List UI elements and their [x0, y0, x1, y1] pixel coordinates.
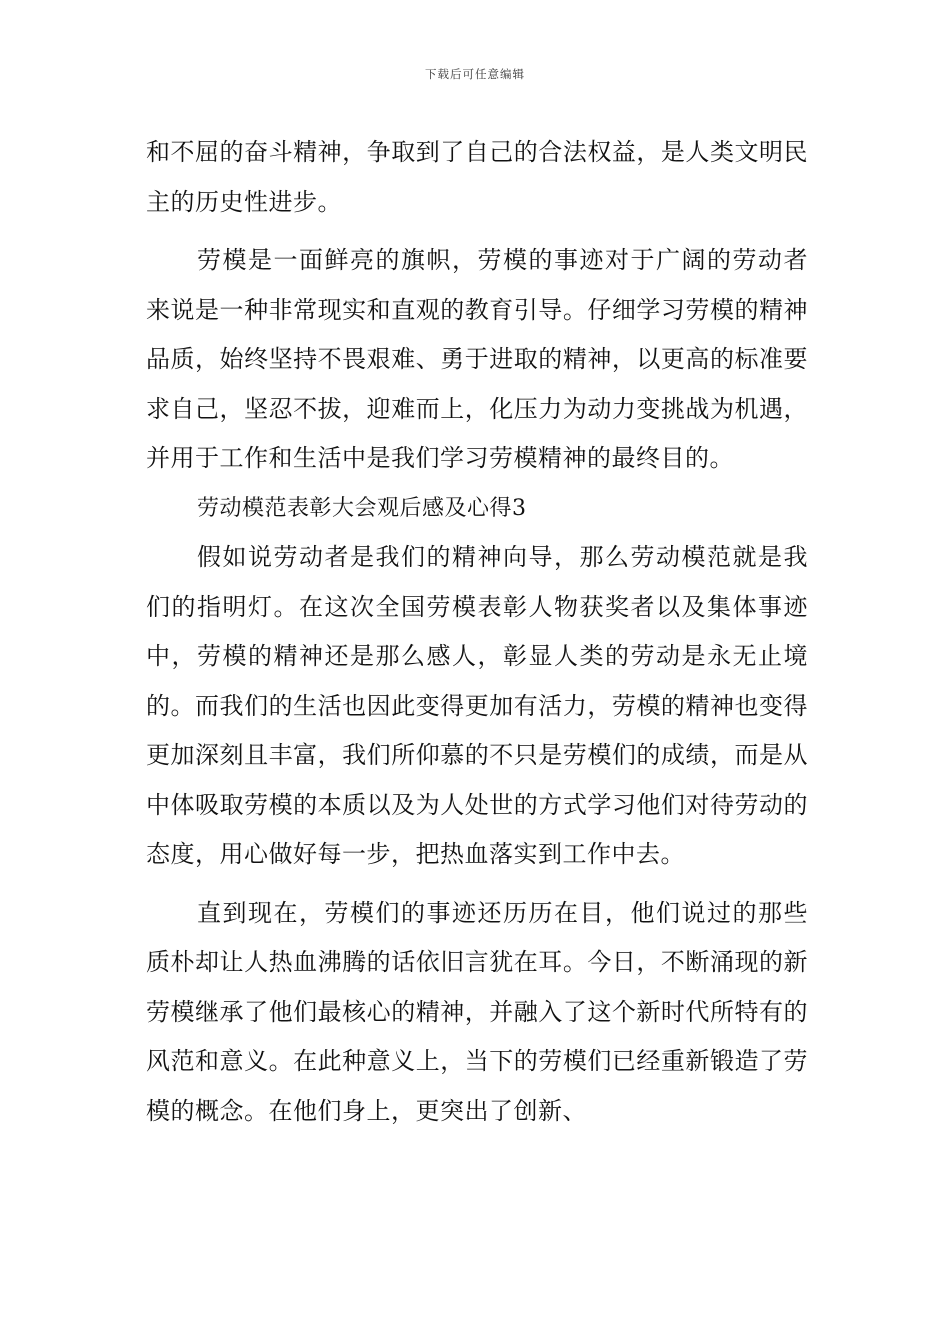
paragraph-still-vivid: 直到现在，劳模们的事迹还历历在目，他们说过的那些质朴却让人热血沸腾的话依旧言犹在耳。今日，不断涌现的新劳模继承了他们最核心的精神，并融入了这个新时代所特有的风范和意义。在此种意义上，当下的劳模们已经重新锻造了劳模的概念。在他们身上，更突出了创新、: [146, 898, 808, 1125]
document-body: [146, 128, 808, 1136]
page-header: 下载后可任意编辑: [425, 67, 525, 81]
paragraph-model-worker-flag: 劳模是一面鲜亮的旗帜，劳模的事迹对于广阔的劳动者来说是一种非常现实和直观的教育引导。仔细学习劳模的精神品质，始终坚持不畏艰难、勇于进取的精神，以更高的标准要求自己，坚忍不拔，迎难而上，化压力为动力变挑战为机遇，并用于工作和生活中是我们学习劳模精神的最终目的。: [146, 246, 808, 472]
section-heading: 劳动模范表彰大会观后感及心得3: [197, 495, 527, 521]
paragraph-continuation: 和不屈的奋斗精神，争取到了自己的合法权益，是人类文明民主的历史性进步。: [146, 138, 808, 216]
paragraph-guiding-light: 假如说劳动者是我们的精神向导，那么劳动模范就是我们的指明灯。在这次全国劳模表彰人物获奖者以及集体事迹中，劳模的精神还是那么感人，彰显人类的劳动是永无止境的。而我们的生活也因此变得更加有活力，劳模的精神也变得更加深刻且丰富，我们所仰慕的不只是劳模们的成绩，而是从中体吸取劳模的本质以及为人处世的方式学习他们对待劳动的态度，用心做好每一步，把热血落实到工作中去。: [146, 543, 808, 868]
